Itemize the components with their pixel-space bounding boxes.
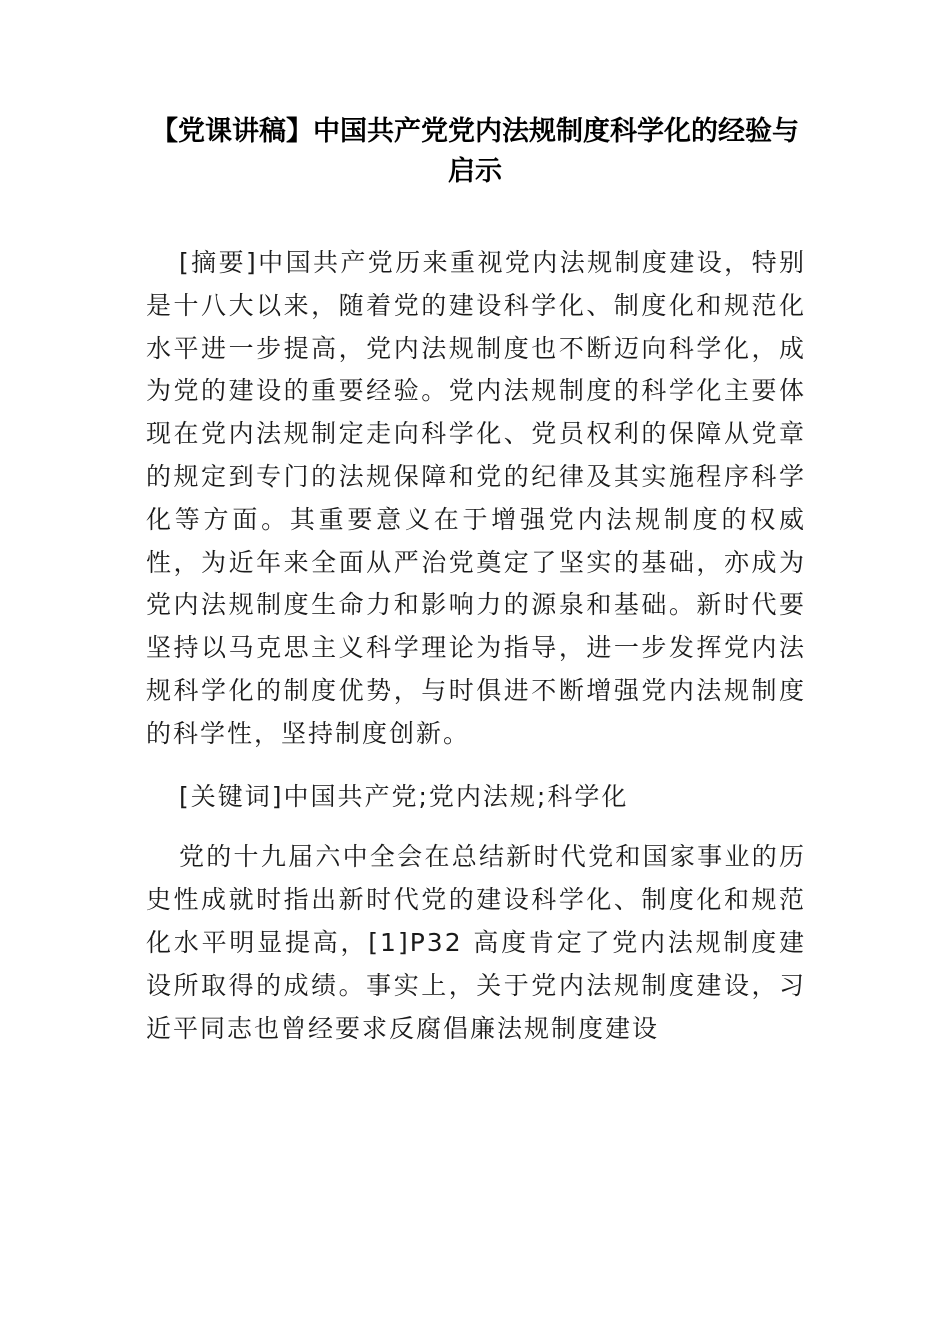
keywords-paragraph: [关键词]中国共产党;党内法规;科学化 — [179, 781, 629, 811]
document-title: 【党课讲稿】中国共产党党内法规制度科学化的经验与启示 — [151, 116, 799, 187]
document-body — [146, 242, 806, 1070]
body-paragraph: 党的十九届六中全会在总结新时代党和国家事业的历史性成就时指出新时代党的建设科学化、制度化和规范化水平明显提高，[1]P32 高度肯定了党内法规制度建设所取得的成绩。事实上，关于党内法规制度建设，习近平同志也曾经要求反腐倡廉法规制度建设 — [146, 842, 806, 1043]
abstract-paragraph: [摘要]中国共产党历来重视党内法规制度建设，特别是十八大以来，随着党的建设科学化、制度化和规范化水平进一步提高，党内法规制度也不断迈向科学化，成为党的建设的重要经验。党内法规制度的科学化主要体现在党内法规制定走向科学化、党员权利的保障从党章的规定到专门的法规保障和党的纪律及其实施程序科学化等方面。其重要意义在于增强党内法规制度的权威性，为近年来全面从严治党奠定了坚实的基础，亦成为党内法规制度生命力和影响力的源泉和基础。新时代要坚持以马克思主义科学理论为指导，进一步发挥党内法规科学化的制度优势，与时俱进不断增强党内法规制度的科学性，坚持制度创新。 — [146, 248, 806, 748]
